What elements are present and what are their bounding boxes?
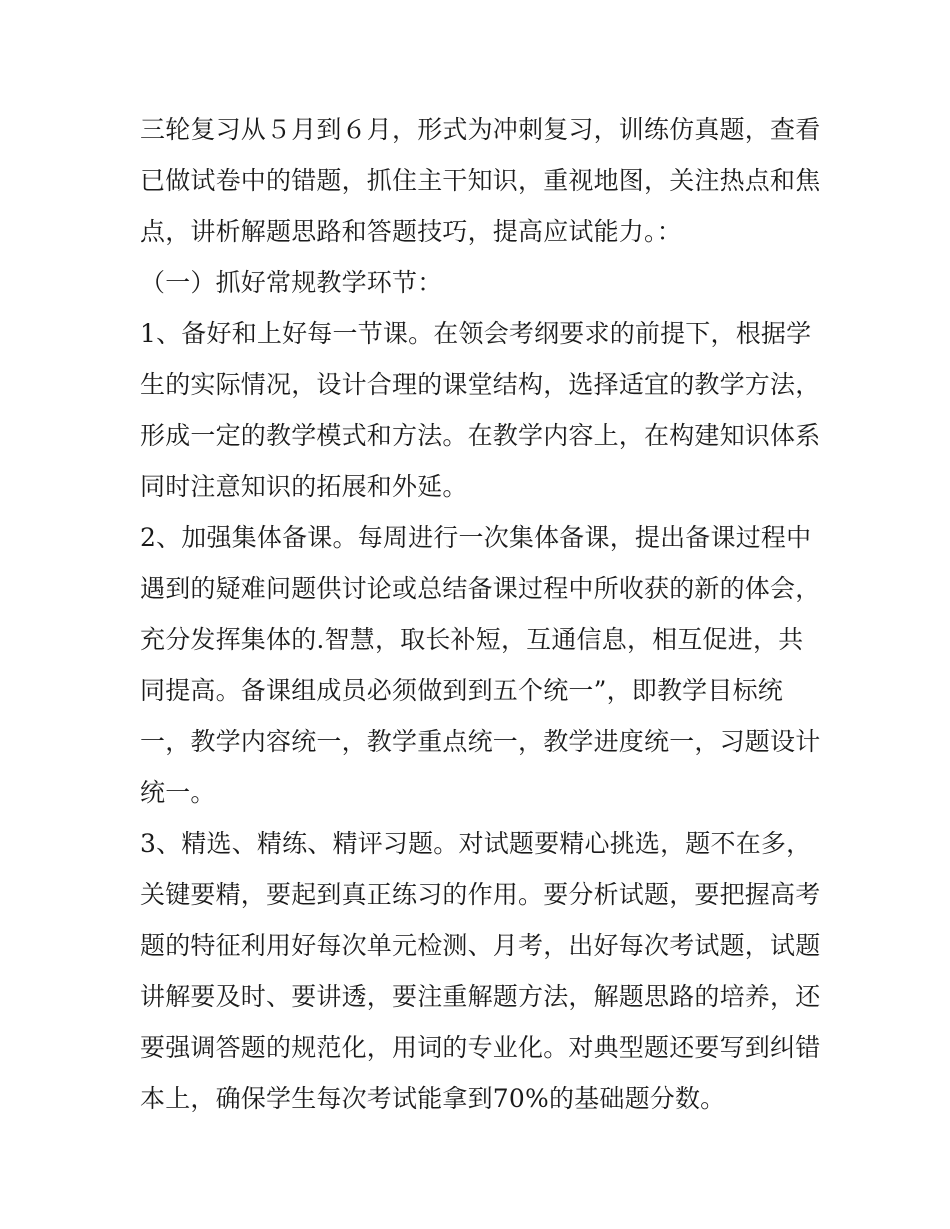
text-line: 统一。: [140, 778, 216, 807]
text-line: 1、备好和上好每一节课。在领会考纲要求的前提下，根据学: [140, 319, 812, 348]
text-line: 三轮复习从５月到６月，形式为冲刺复习，训练仿真题，查看: [140, 115, 821, 144]
text-line: 同提高。备课组成员必须做到到五个统一”，即教学目标统: [140, 676, 783, 705]
text-line: 形成一定的教学模式和方法。在教学内容上，在构建知识体系: [140, 421, 821, 450]
text-line: 3、精选、精练、精评习题。对试题要精心挑选，题不在多，: [140, 829, 812, 858]
text-line: 题的特征利用好每次单元检测、月考，出好每次考试题，试题: [140, 931, 821, 960]
text-line: 一，教学内容统一，教学重点统一，教学进度统一，习题设计: [140, 727, 821, 756]
text-line: 同时注意知识的拓展和外延。: [140, 472, 468, 501]
text-line: 关键要精，要起到真正练习的作用。要分析试题，要把握高考: [140, 880, 821, 909]
section-heading: （一）抓好常规教学环节：: [140, 268, 443, 297]
text-line: 已做试卷中的错题，抓住主干知识，重视地图，关注热点和焦: [140, 166, 821, 195]
text-line: 点，讲析解题思路和答题技巧，提高应试能力。：: [140, 217, 682, 246]
text-line: 讲解要及时、要讲透，要注重解题方法，解题思路的培养，还: [140, 982, 821, 1011]
text-line: 本上，确保学生每次考试能拿到70%的基础题分数。: [140, 1084, 726, 1113]
text-line: 充分发挥集体的.智慧，取长补短，互通信息，相互促进，共: [140, 625, 804, 654]
text-line: 遇到的疑难问题供讨论或总结备课过程中所收获的新的体会，: [140, 574, 821, 603]
text-line: 2、加强集体备课。每周进行一次集体备课，提出备课过程中: [140, 523, 812, 552]
text-line: 要强调答题的规范化，用词的专业化。对典型题还要写到纠错: [140, 1033, 821, 1062]
text-line: 生的实际情况，设计合理的课堂结构，选择适宜的教学方法，: [140, 370, 821, 399]
